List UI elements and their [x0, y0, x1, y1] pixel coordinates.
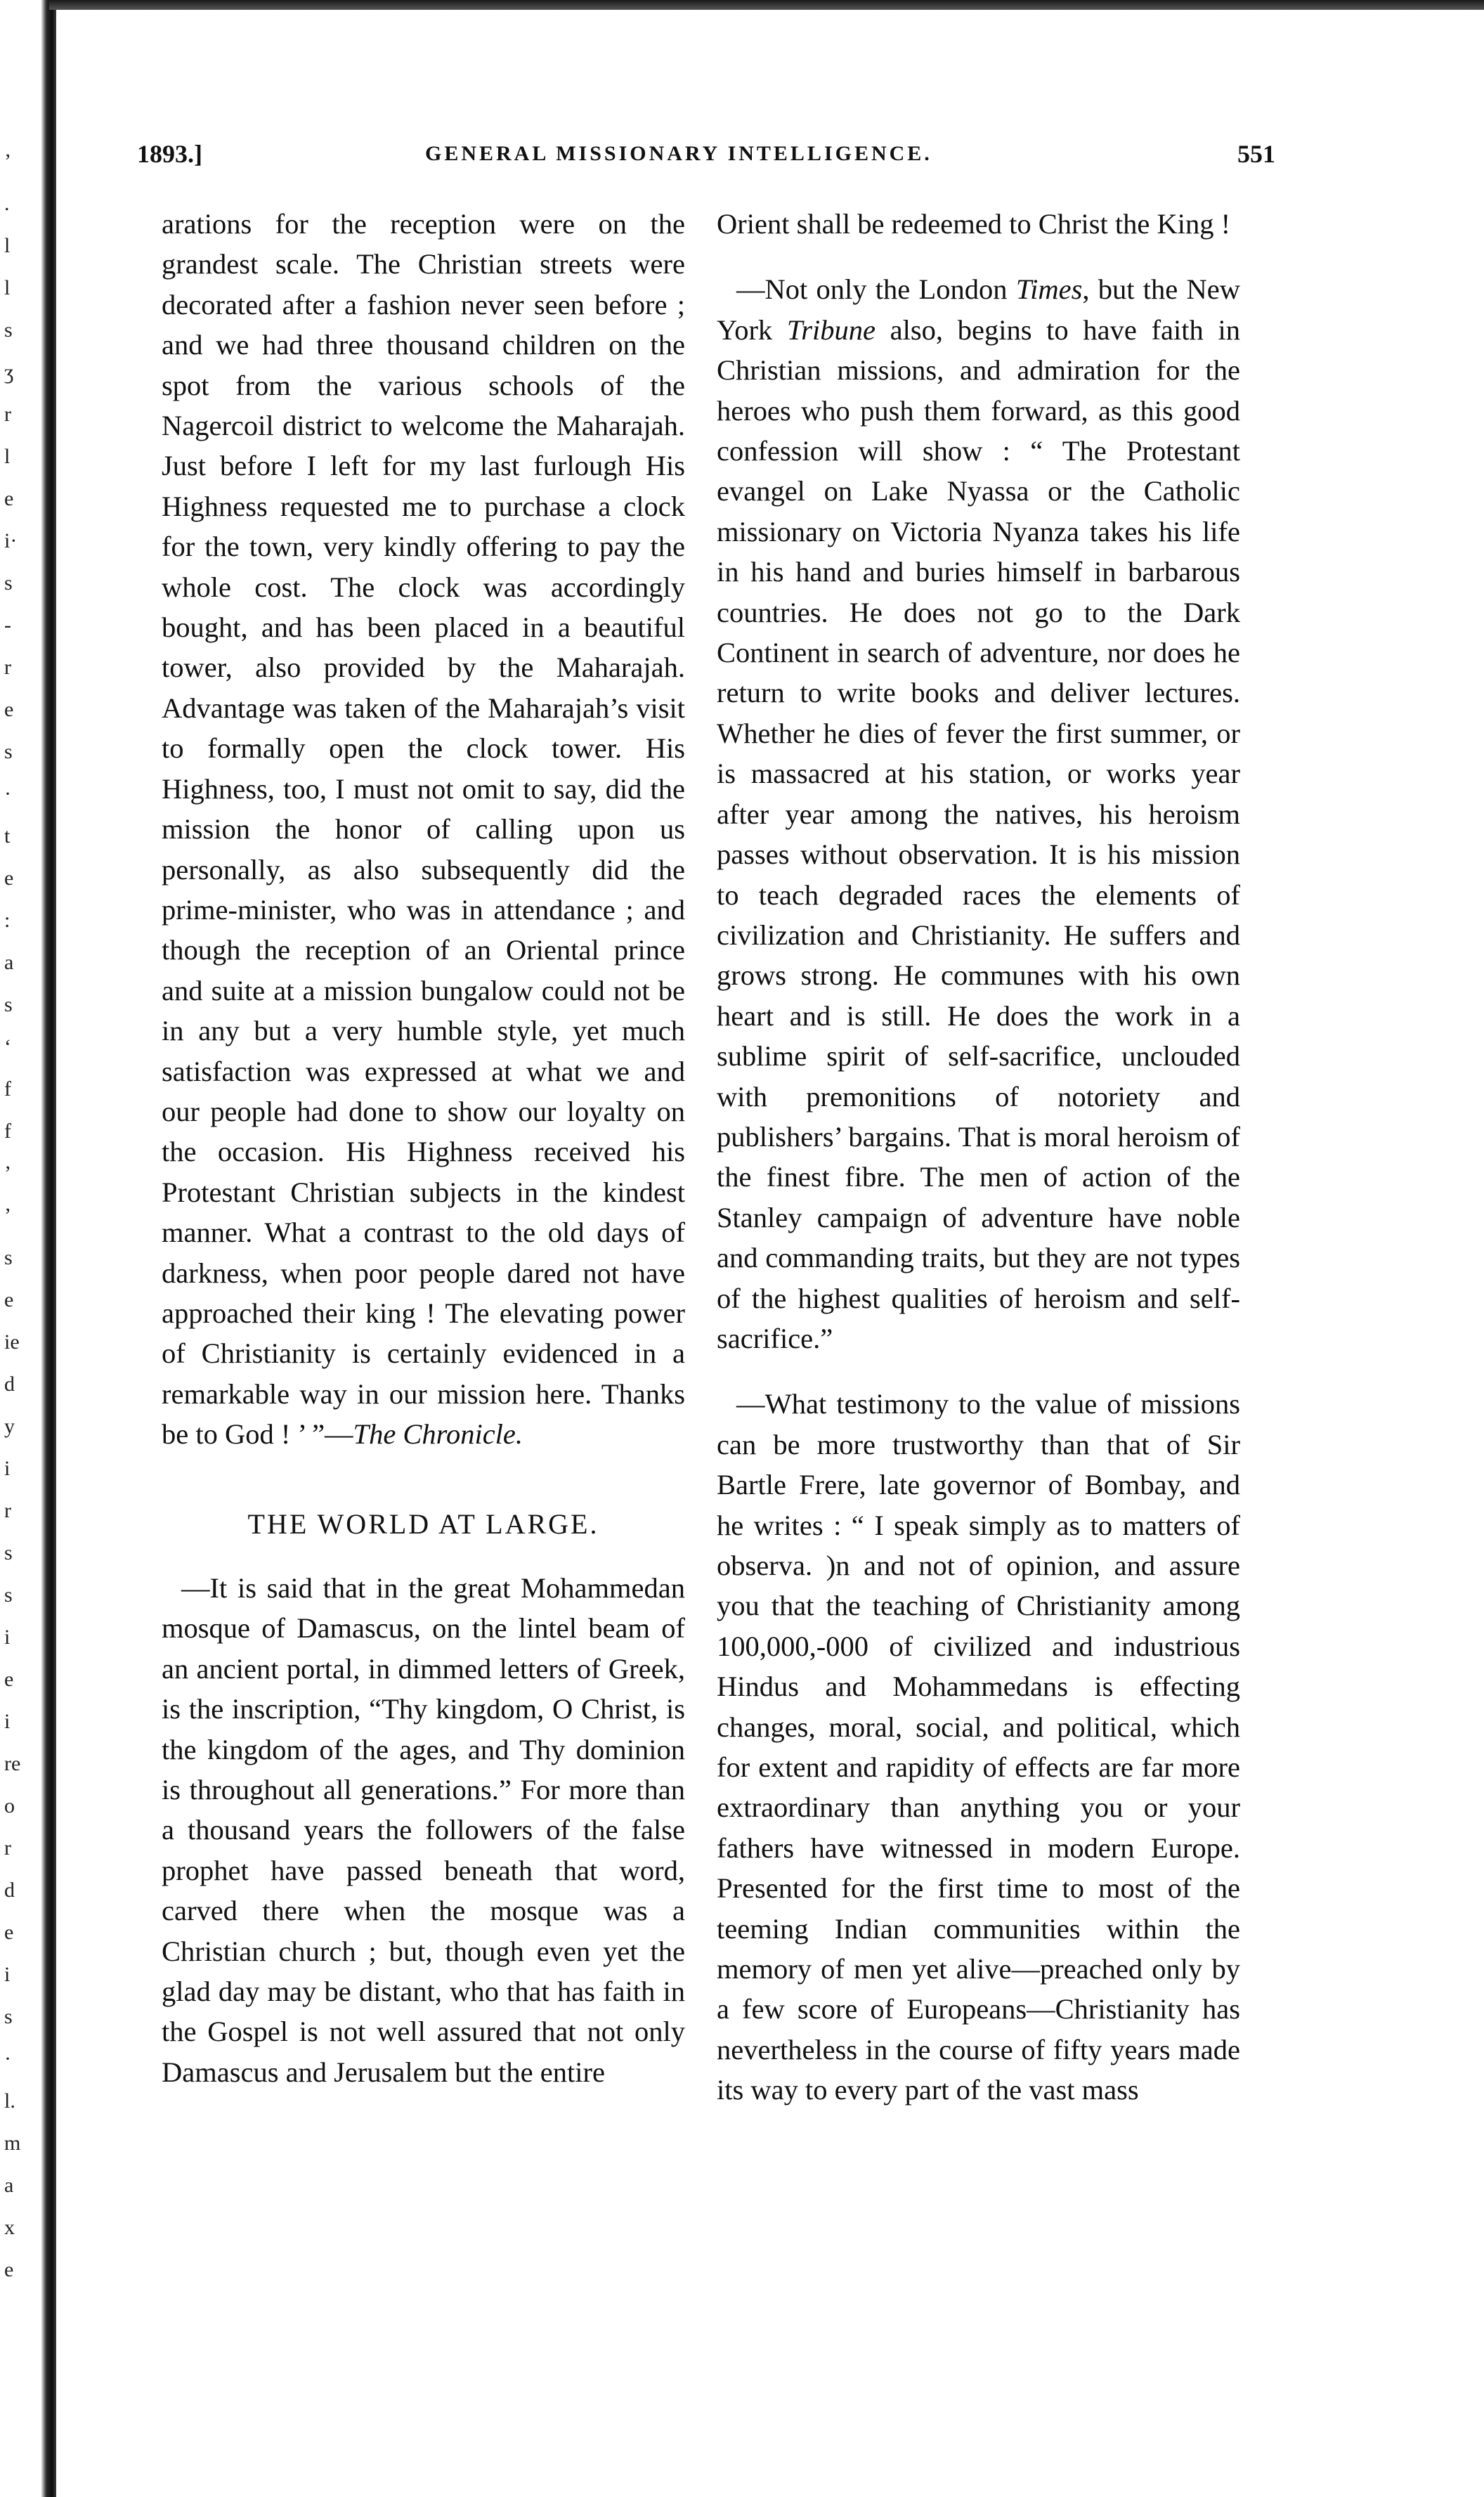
margin-mark: re — [4, 1752, 21, 1775]
margin-mark: l — [4, 276, 11, 299]
margin-mark: i — [4, 1626, 11, 1649]
margin-mark: t — [4, 824, 11, 848]
margin-mark: m — [4, 2132, 21, 2155]
right-paragraph-2-b: , but the New York — [717, 273, 1240, 346]
section-heading: THE WORLD AT LARGE. — [247, 1507, 599, 1540]
margin-mark: f — [4, 1120, 11, 1143]
margin-mark: l — [4, 234, 11, 257]
margin-mark: s — [4, 1541, 13, 1564]
margin-mark: · — [4, 782, 11, 805]
header-running-title: GENERAL MISSIONARY INTELLIGENCE. — [425, 142, 932, 165]
margin-mark: e — [4, 487, 14, 510]
right-paragraph-2 — [717, 269, 1240, 1358]
margin-mark: i — [4, 1963, 11, 1986]
margin-mark: e — [4, 867, 14, 890]
right-paragraph-2-c: also, begins to have faith in Christian missions, and admiration for the heroes who push them forward, as this good confession will show : “ The Protestant evangel on Lake Nyassa or the Catholic missionary on Victoria Nyanza takes his life in his hand and buries himself in barbarous countries. He does not go to the Dark Continent in search of adventure, nor does he return to write books and deliver lectures. Whether he dies of fever the first summer, or is massacred at his station, or works year after year among the natives, his heroism passes without observation. It is his mission to teach degraded races the elements of civilization and Christianity. He suffers and grows strong. He communes with his own heart and is still. He does the work in a sublime spirit of self-sacrifice, unclouded with premonitions of notoriety and publishers’ bargains. That is moral heroism of the finest fibre. The men of action of the Stanley campaign of adventure have noble and commanding traits, but they are not types of the highest qualities of heroism and self-sacrifice.” — [717, 313, 1240, 1354]
running-header — [137, 139, 1275, 181]
margin-mark: s — [4, 1583, 13, 1607]
margin-mark: y — [4, 1415, 15, 1438]
left-paragraph-1 — [162, 204, 685, 1455]
margin-mark: s — [4, 740, 13, 763]
left-column — [162, 204, 685, 2092]
margin-mark: r — [4, 1836, 11, 1860]
margin-mark: a — [4, 951, 14, 974]
right-paragraph-3: —What testimony to the value of missions can be more trustworthy than that of Sir Bartle Frere, late governor of Bombay, and he writes : “ I speak simply as to matters of observa. )n and not of opinion, and assure you that the teaching of Christianity among 100,000,-000 of civilized and industrious Hindus and Mohammedans is effecting changes, moral, social, and political, which for extent and rapidity of effects are far more extraordinary than anything you or your fathers have witnessed in modern Europe. Presented for the first time to most of the teeming Indian communities within the memory of men yet alive—preached only by a few score of Europeans—Christianity has nevertheless in the course of fifty years made its way to every part of the vast mass — [717, 1388, 1240, 2106]
margin-mark: ʒ — [4, 361, 14, 384]
margin-mark: o — [4, 1794, 15, 1817]
margin-mark: r — [4, 656, 11, 679]
margin-mark: : — [4, 909, 11, 932]
top-edge-shadow — [49, 0, 1484, 10]
margin-mark: e — [4, 1288, 14, 1311]
margin-mark: d — [4, 1879, 15, 1902]
margin-mark: ‘ — [4, 1035, 11, 1058]
margin-mark: f — [4, 1077, 11, 1101]
margin-mark: ie — [4, 1330, 20, 1354]
left-paragraph-1-text: arations for the reception were on the grandest scale. The Christian streets were decorated after a fashion never seen before ; and we had three thousand children on the spot from the various schools of the Nagercoil district to welcome the Maharajah. Just before I left for my last furlough His Highness requested me to purchase a clock for the town, very kindly offering to pay the whole cost. The clock was accordingly bought, and has been placed in a beautiful tower, also provided by the Maharajah. Advantage was taken of the Maharajah’s visit to formally open the clock tower. His Highness, too, I must not omit to say, did the mission the honor of calling upon us personally, as also subsequently did the prime-minister, who was in attendance ; and though the reception of an Oriental prince and suite at a mission bungalow could not be in any but a very humble style, yet much satisfaction was expressed at what we and our people had done to show our loyalty on the occasion. His Highness received his Protestant Christian subjects in the kindest manner. What a contrast to the old days of darkness, when poor people dared not have approached their king ! The elevating power of Christianity is certainly evidenced in a remarkable way in our mission here. Thanks be to God ! ’ ”— — [162, 208, 685, 1451]
margin-mark: ’ — [4, 150, 11, 173]
margin-mark: l. — [4, 2089, 15, 2113]
margin-mark: x — [4, 2216, 15, 2239]
margin-mark: - — [4, 614, 11, 637]
margin-mark: s — [4, 993, 13, 1016]
margin-mark: e — [4, 698, 14, 721]
left-paragraph-2: —It is said that in the great Mohammedan mosque of Damascus, on the lintel beam of an ancient portal, in dimmed letters of Greek, is the inscription, “Thy kingdom, O Christ, is the kingdom of the ages, and Thy dominion is throughout all generations.” For more than a thousand years the followers of the false prophet have passed beneath that word, carved there when the mosque was a Christian church ; but, though even yet the glad day may be distant, who that has faith in the Gospel is not well assured that not only Damascus and Jerusalem but the entire — [162, 1572, 685, 2088]
margin-mark: i — [4, 1710, 11, 1733]
margin-mark: s — [4, 318, 13, 342]
margin-mark: . — [4, 192, 10, 215]
right-paragraph-2-a: —Not only the London — [736, 273, 1016, 306]
margin-mark: ’ — [4, 1162, 11, 1185]
margin-mark: r — [4, 403, 11, 426]
left-paragraph-1-source: The Chronicle. — [353, 1418, 523, 1451]
margin-mark: ’ — [4, 1204, 11, 1227]
margin-mark: s — [4, 2005, 13, 2028]
margin-bleed-marks — [4, 141, 37, 2460]
margin-mark: r — [4, 1499, 11, 1522]
margin-mark: d — [4, 1373, 15, 1396]
margin-mark: s — [4, 1246, 13, 1269]
margin-mark: a — [4, 2174, 14, 2197]
header-year: 1893.] — [137, 140, 202, 168]
header-page-number: 551 — [1237, 140, 1275, 168]
right-paragraph-2-tribune: Tribune — [786, 313, 876, 346]
right-paragraph-2-times: Times — [1015, 273, 1083, 306]
margin-mark: · — [4, 2047, 11, 2070]
margin-mark: e — [4, 2258, 14, 2281]
margin-mark: l — [4, 445, 11, 468]
right-column — [717, 204, 1240, 2110]
margin-mark: i· — [4, 529, 18, 552]
margin-mark: e — [4, 1668, 14, 1691]
margin-mark: i — [4, 1457, 11, 1480]
right-paragraph-1: Orient shall be redeemed to Christ the King ! — [717, 208, 1231, 240]
margin-mark: e — [4, 1921, 14, 1944]
margin-mark: s — [4, 571, 13, 595]
